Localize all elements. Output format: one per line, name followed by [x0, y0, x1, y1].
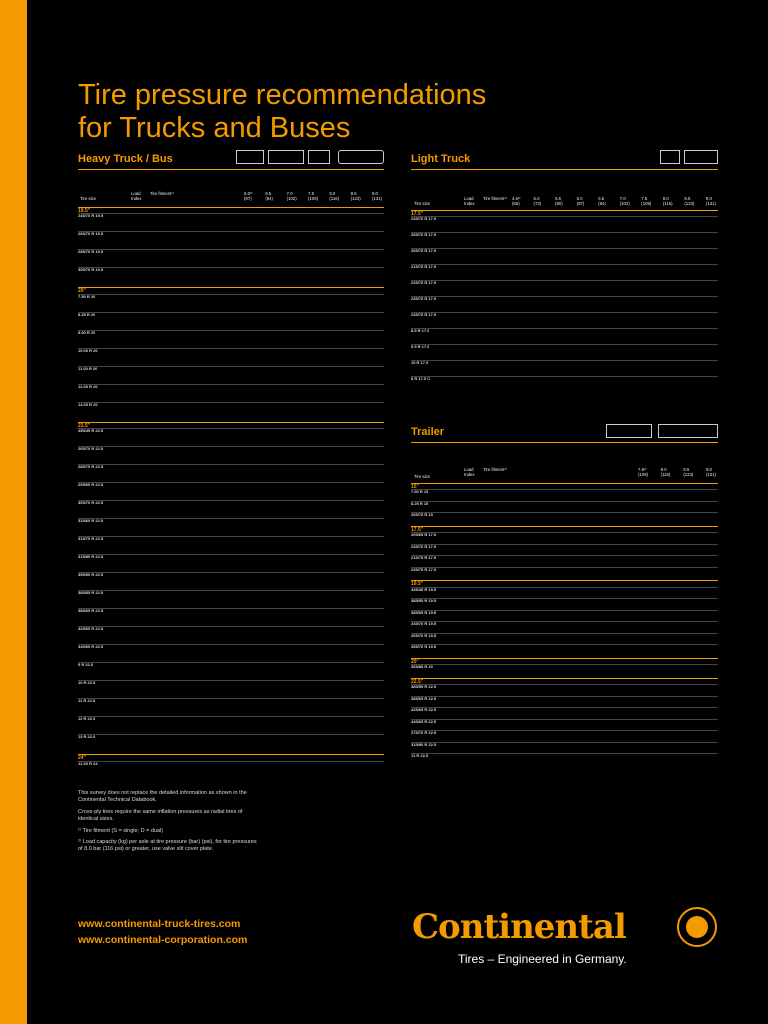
tire-size-cell: 385/65 R 22.5 — [411, 696, 437, 701]
tire-size-cell: 265/70 R 19.5 — [78, 232, 104, 237]
survey-note: This survey does not replace the detailed information as shown in the Continental Technical Databook. — [78, 790, 247, 803]
trailer-icon — [606, 424, 652, 438]
table-row — [78, 500, 384, 518]
table-row — [411, 264, 718, 280]
van-icon — [660, 150, 680, 164]
tire-size-cell: 385/55 R 19.5 — [411, 599, 437, 604]
table-row — [78, 680, 384, 698]
table-row — [411, 719, 718, 731]
table-row — [411, 501, 718, 513]
tire-size-cell: 225/75 R 17.5 — [411, 281, 437, 286]
tire-size-cell: 11.00 R 20 — [78, 366, 98, 371]
pressure-header: 7.5 (109) — [307, 191, 319, 201]
accent-side-bar — [0, 0, 27, 1024]
tire-size-cell: 265/70 R 19.5 — [411, 633, 437, 638]
tire-size-cell: 245/70 R 19.5 — [411, 622, 437, 627]
tire-size-cell: 285/70 R 22.5 — [78, 465, 104, 470]
truck-icon — [236, 150, 264, 164]
tire-size-cell: 385/65 R 19.5 — [411, 610, 437, 615]
light-col-tire-size: Tire size — [414, 201, 431, 206]
table-row — [411, 621, 718, 633]
tire-size-cell: 455/45 R 22.5 — [78, 429, 104, 434]
light-rule — [411, 169, 718, 170]
pressure-header: 8.0 (116) — [662, 196, 673, 206]
table-row — [78, 312, 384, 330]
table-row — [78, 384, 384, 402]
table-row — [78, 213, 384, 231]
table-row — [78, 644, 384, 662]
pressure-header: 6.5 (94) — [265, 191, 273, 201]
heavy-pressure-headers — [244, 191, 384, 201]
pressure-header: 4.5²⁾ (65) — [512, 196, 521, 206]
trailer-section-title: Trailer — [411, 426, 445, 438]
table-row — [411, 707, 718, 719]
tire-size-cell: 9.5 R 17.5 — [411, 345, 430, 350]
tire-size-cell: 245/75 R 17.5 — [411, 313, 437, 318]
table-row — [78, 698, 384, 716]
heavy-col-fitment: Tire fitment¹⁾ — [150, 191, 174, 196]
tire-size-cell: 205/65 R 17.5 — [411, 533, 437, 538]
trailer-col-load: Load Index — [464, 467, 475, 477]
table-row — [78, 734, 384, 752]
horse-emblem-icon — [677, 907, 717, 947]
pressure-header: 7.0 (102) — [286, 191, 297, 201]
tire-size-cell: 10.00 R 20 — [78, 348, 98, 353]
tire-size-cell: 295/60 R 22.5 — [78, 483, 104, 488]
tire-size-cell: 7.50 R 20 — [78, 294, 96, 299]
table-row — [411, 232, 718, 248]
table-row — [411, 633, 718, 645]
tire-size-cell: 425/65 R 22.5 — [78, 627, 104, 632]
table-row — [78, 446, 384, 464]
pressure-header: 7.0 (102) — [619, 196, 630, 206]
table-row — [78, 518, 384, 536]
table-row — [411, 512, 718, 524]
tire-size-cell: 315/80 R 22.5 — [78, 555, 104, 560]
trailer-col-fitment: Tire fitment¹⁾ — [483, 467, 507, 472]
heavy-col-load: Load Index — [131, 191, 142, 201]
tire-size-cell: 265/70 R 17.5 — [411, 233, 437, 238]
table-row — [78, 231, 384, 249]
trailer-col-tire-size: Tire size — [414, 474, 431, 479]
table-row — [78, 536, 384, 554]
continental-logo — [412, 905, 702, 955]
pressure-header: 8.0 (116) — [329, 191, 340, 201]
tire-size-cell: 265/70 R 22.5 — [78, 447, 104, 452]
table-row — [78, 662, 384, 680]
table-row — [78, 608, 384, 626]
light-table — [411, 208, 718, 392]
pressure-header: 6.0 (87) — [576, 196, 585, 206]
light-section-title: Light Truck — [411, 153, 471, 165]
pressure-header: 8.5 (123) — [350, 191, 361, 201]
tire-size-cell: 12 R 22.5 — [78, 717, 96, 722]
table-row — [78, 294, 384, 312]
tire-size-cell: 445/65 R 22.5 — [78, 645, 104, 650]
table-row — [78, 267, 384, 285]
pressure-header: 7.5²⁾ (109) — [638, 467, 649, 477]
tire-size-cell: 285/70 R 19.5 — [411, 645, 437, 650]
tire-size-cell: 11 R 22.5 — [78, 699, 96, 704]
tire-size-cell: 10 R 22.5 — [78, 681, 96, 686]
tire-size-cell: 14.00 R 20 — [78, 402, 98, 407]
tire-size-cell: 215/75 R 17.5 — [411, 556, 437, 561]
tire-size-cell: 245/70 R 19.5 — [78, 214, 104, 219]
tire-size-cell: 305/70 R 19.5 — [78, 268, 104, 273]
truck-tires-link[interactable]: www.continental-truck-tires.com — [78, 918, 241, 930]
rim-group-header: 19.5" — [78, 207, 384, 213]
tire-size-cell: 8.25 R 15 — [411, 501, 429, 506]
table-row — [78, 330, 384, 348]
pressure-header: 8.0 (116) — [660, 467, 671, 477]
light-truck-icon — [684, 150, 718, 164]
tire-size-cell: 315/60 R 22.5 — [78, 519, 104, 524]
table-row — [411, 587, 718, 599]
logo-wordmark: Continental — [412, 907, 626, 947]
table-row — [411, 532, 718, 544]
tire-size-cell: 13 R 22.5 — [78, 735, 96, 740]
table-row — [78, 428, 384, 446]
tire-size-cell: 235/75 R 17.5 — [411, 297, 437, 302]
table-row — [411, 376, 718, 392]
tire-size-cell: 11 R 22.5 — [411, 754, 429, 759]
rim-group-header: 20" — [411, 658, 718, 664]
trailer-pressure-headers — [638, 467, 718, 477]
heavy-col-tire-size: Tire size — [80, 196, 97, 201]
tire-size-cell: 245/70 R 17.5 — [411, 544, 437, 549]
table-row — [78, 572, 384, 590]
rim-group-header: 19.5" — [411, 580, 718, 586]
tire-size-cell: 245/70 R 17.5 — [411, 217, 437, 222]
tire-size-cell: 425/65 R 22.5 — [411, 708, 437, 713]
tire-size-cell: 445/65 R 22.5 — [411, 719, 437, 724]
table-row — [411, 696, 718, 708]
tire-size-cell: 8.25 R 20 — [78, 312, 96, 317]
pressure-header: 5.0 (73) — [533, 196, 542, 206]
table-row — [411, 598, 718, 610]
table-row — [78, 716, 384, 734]
pressure-header: 9.0 (131) — [705, 196, 716, 206]
tire-size-cell: 305/70 R 22.5 — [78, 501, 104, 506]
table-row — [411, 216, 718, 232]
tire-size-cell: 8 R 17.5 C — [411, 377, 431, 382]
tire-size-cell: 8.5 R 17.5 — [411, 329, 430, 334]
rim-group-header: 22.5" — [411, 678, 718, 684]
table-row — [78, 761, 384, 779]
table-row — [78, 590, 384, 608]
pressure-header: 9.0 (131) — [705, 467, 716, 477]
table-row — [411, 555, 718, 567]
tire-size-cell: 445/45 R 19.5 — [411, 587, 437, 592]
table-row — [78, 366, 384, 384]
tire-size-cell: 275/70 R 22.5 — [411, 731, 437, 736]
tire-size-cell: 385/55 R 22.5 — [78, 591, 104, 596]
tire-size-cell: 365/85 R 20 — [411, 665, 433, 670]
table-row — [411, 328, 718, 344]
pressure-header: 7.5 (109) — [641, 196, 652, 206]
table-row — [411, 489, 718, 501]
tire-size-cell: 315/70 R 22.5 — [78, 537, 104, 542]
trailer-table — [411, 481, 718, 765]
table-row — [411, 544, 718, 556]
tire-size-cell: 285/70 R 19.5 — [78, 250, 104, 255]
tire-size-cell: 315/80 R 22.5 — [411, 742, 437, 747]
pressure-header: 5.5 (80) — [555, 196, 563, 206]
rim-group-header: 17.5" — [411, 210, 718, 216]
page-title: Tire pressure recommendations for Trucks and Buses — [78, 79, 487, 145]
footnote-2: ²⁾ Load capacity (kg) per axle at tire pressure (bar) (psi), for tire pressures of 8.0 bar (116 psi) or greater, use valve slit cover plate. — [78, 839, 257, 852]
pressure-header: 8.5 (123) — [683, 467, 694, 477]
table-row — [78, 348, 384, 366]
footnote-1: ¹⁾ Tire fitment (S = single; D = dual) — [78, 828, 164, 834]
tire-size-cell: 205/75 R 17.5 — [411, 249, 437, 254]
tagline: Tires – Engineered in Germany. — [458, 952, 627, 966]
tire-size-cell: 12.00 R 20 — [78, 384, 98, 389]
table-row — [411, 742, 718, 754]
table-row — [411, 610, 718, 622]
rim-group-header: 20" — [78, 287, 384, 293]
tire-size-cell: 215/75 R 17.5 — [411, 265, 437, 270]
tire-size-cell: 9.00 R 20 — [78, 330, 96, 335]
table-row — [411, 753, 718, 765]
light-col-fitment: Tire fitment¹⁾ — [483, 196, 507, 201]
pressure-header: 9.0 (131) — [371, 191, 382, 201]
trailer-rule — [411, 442, 718, 443]
tire-size-cell: 10 R 17.5 — [411, 361, 429, 366]
tire-size-cell: 12.00 R 24 — [78, 761, 98, 766]
rim-group-header: 15" — [411, 483, 718, 489]
tire-size-cell: 205/75 R 15 — [411, 513, 433, 518]
light-col-load: Load Index — [464, 196, 475, 206]
tire-size-cell: 355/50 R 22.5 — [78, 573, 104, 578]
rim-group-header: 22.5" — [78, 422, 384, 428]
table-row — [78, 464, 384, 482]
table-row — [411, 730, 718, 742]
table-row — [411, 344, 718, 360]
pressure-header: 6.5 (94) — [598, 196, 606, 206]
table-row — [78, 482, 384, 500]
table-row — [411, 360, 718, 376]
pressure-header: 6.0²⁾ (87) — [244, 191, 253, 201]
tire-size-cell: 9 R 22.5 — [78, 663, 94, 668]
truck-trailer-icon — [268, 150, 304, 164]
corporation-link[interactable]: www.continental-corporation.com — [78, 934, 248, 946]
tire-size-cell: 385/65 R 22.5 — [78, 609, 104, 614]
tire-size-cell: 7.00 R 15 — [411, 490, 429, 495]
rim-group-header: 17.5" — [411, 526, 718, 532]
table-row — [78, 554, 384, 572]
crossply-note: Cross-ply tires require the same inflation pressures as radial tires of identical sizes. — [78, 809, 243, 822]
table-row — [78, 402, 384, 420]
tire-size-cell: 235/75 R 17.5 — [411, 567, 437, 572]
table-row — [411, 644, 718, 656]
bus-icon — [338, 150, 384, 164]
table-row — [78, 249, 384, 267]
table-row — [411, 664, 718, 676]
rim-group-header: 24" — [78, 754, 384, 760]
trailer-icon — [658, 424, 718, 438]
table-row — [411, 280, 718, 296]
table-row — [411, 684, 718, 696]
heavy-table — [78, 205, 384, 779]
tire-size-cell: 385/55 R 22.5 — [411, 685, 437, 690]
table-row — [411, 248, 718, 264]
table-row — [411, 296, 718, 312]
table-row — [411, 567, 718, 579]
heavy-rule — [78, 169, 384, 170]
pressure-header: 8.5 (123) — [684, 196, 695, 206]
heavy-section-title: Heavy Truck / Bus — [78, 153, 173, 165]
table-row — [78, 626, 384, 644]
truck-icon — [308, 150, 330, 164]
table-row — [411, 312, 718, 328]
light-pressure-headers — [512, 196, 718, 206]
